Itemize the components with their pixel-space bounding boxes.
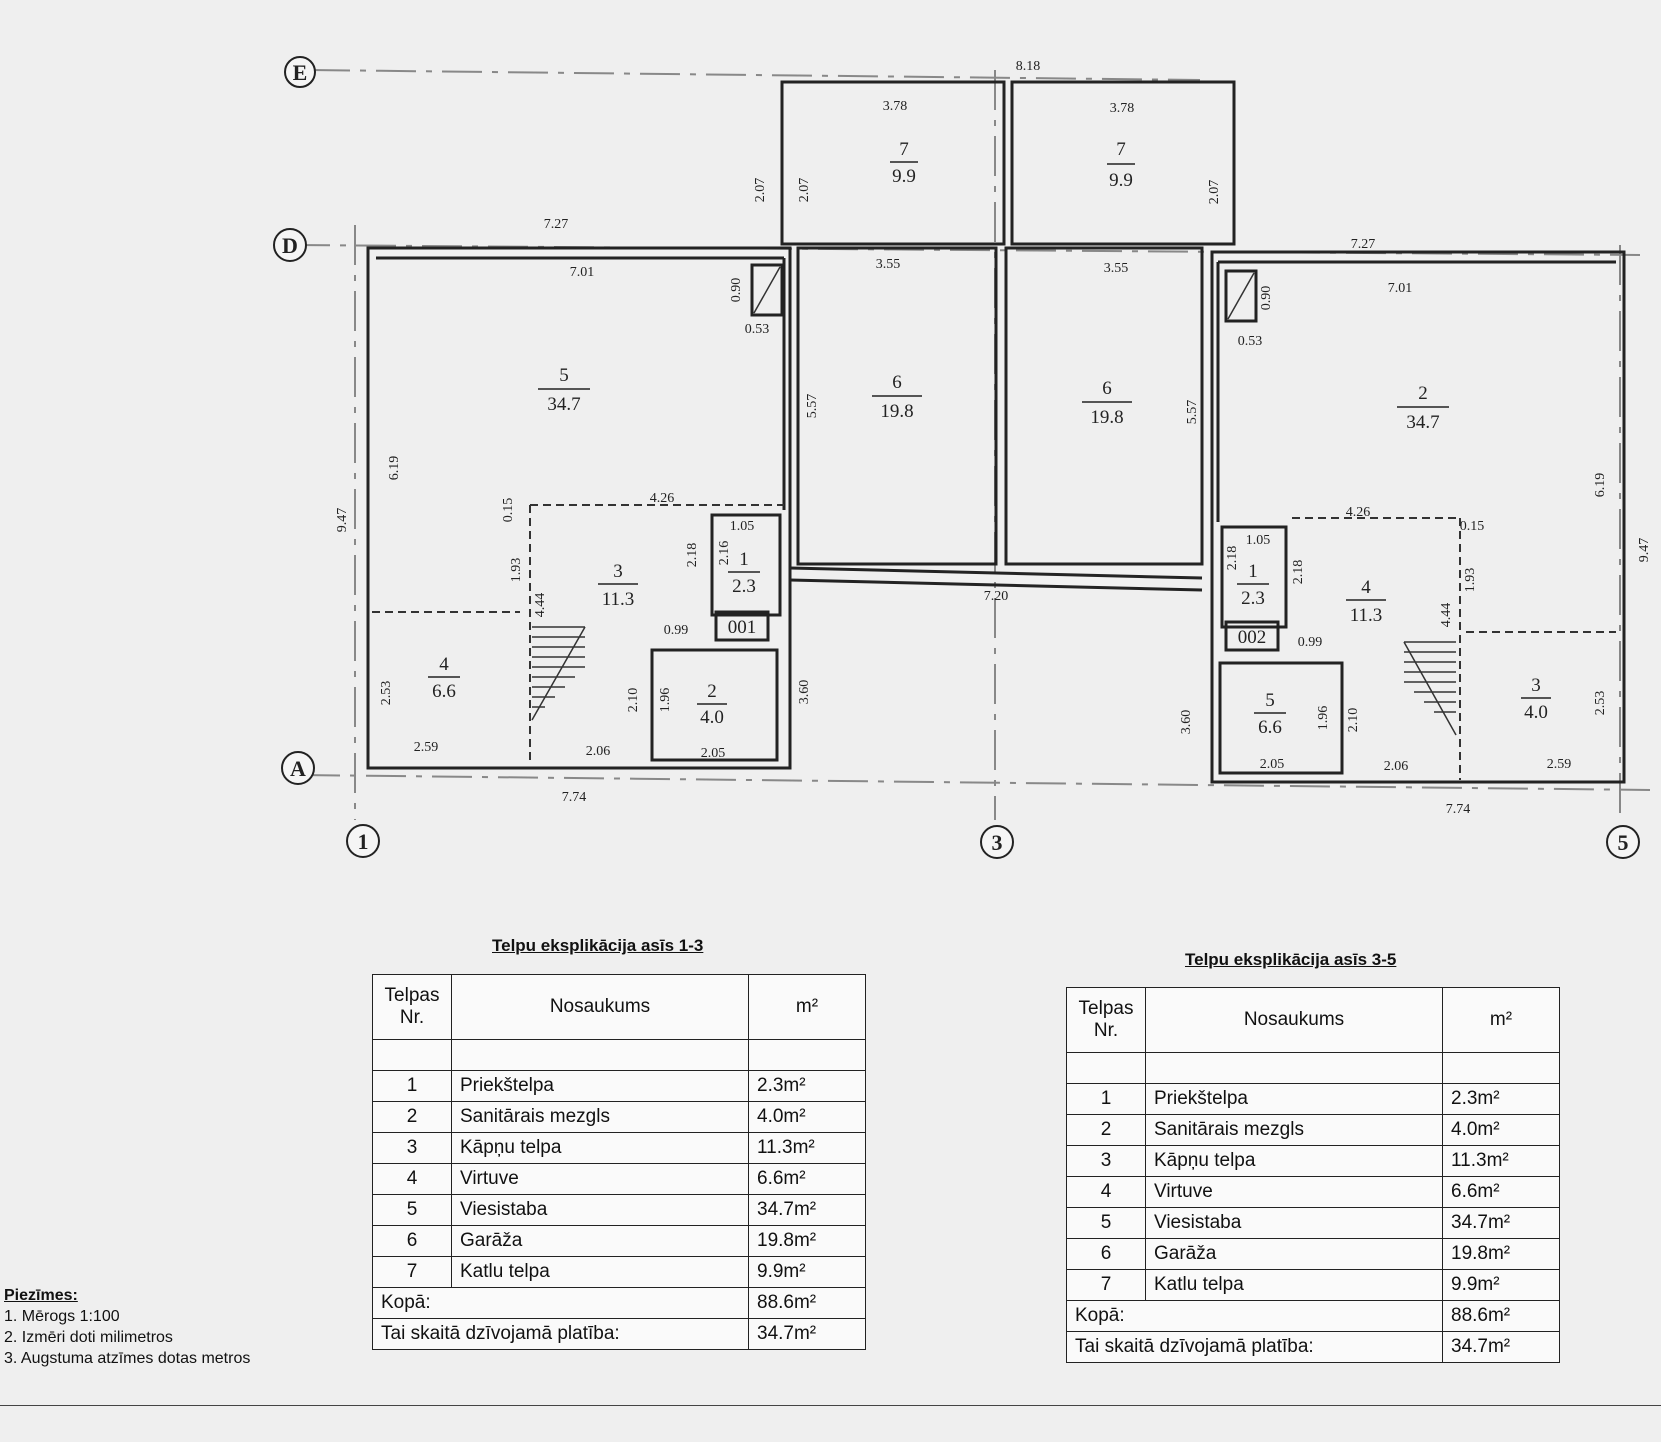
room-area: 9.9: [1109, 170, 1133, 191]
note-item: 1. Mērogs 1:100: [4, 1308, 120, 1325]
cell-nr: 5: [373, 1195, 452, 1226]
cell-nr: 1: [1067, 1084, 1146, 1115]
dim-outer-bottom-right: 7.74: [1445, 802, 1471, 817]
axis-label-e: E: [292, 60, 308, 85]
dim-outer-side-right: 9.47: [1637, 537, 1652, 563]
room-id: 1: [739, 549, 749, 570]
cell-name: Virtuve: [1146, 1177, 1443, 1208]
cell-area: 6.6m²: [749, 1164, 866, 1195]
table-row: [373, 1164, 866, 1195]
dim-kitchen-h-right: 2.53: [1593, 690, 1608, 716]
dim-hall-h2-left: 2.16: [717, 540, 732, 566]
dim-wc-w-left: 2.05: [700, 746, 726, 761]
cell-nr: 7: [1067, 1270, 1146, 1301]
room-area: 11.3: [1349, 605, 1383, 626]
living-value: 34.7m²: [749, 1319, 866, 1350]
header-nr: Telpas Nr.: [1067, 988, 1146, 1053]
note-item: 2. Izmēri doti milimetros: [4, 1329, 173, 1346]
total-label: Kopā:: [1067, 1301, 1443, 1332]
room-labels-left: [428, 139, 922, 728]
cell-area: 34.7m²: [749, 1195, 866, 1226]
total-row: [1067, 1301, 1560, 1332]
axis-label-5: 5: [1617, 830, 1629, 855]
living-value: 34.7m²: [1443, 1332, 1560, 1363]
unit-tag-left: 001: [727, 617, 757, 638]
axis-label-3: 3: [991, 830, 1003, 855]
dim-between: 7.20: [983, 589, 1009, 604]
room-id: 7: [1116, 139, 1126, 160]
duct-marks: [754, 267, 1254, 319]
axis-bubbles: [274, 57, 1639, 858]
blank-row: [1067, 1053, 1560, 1084]
dim-outer-top-left: 7.27: [543, 217, 569, 232]
room-area: 19.8: [1090, 407, 1124, 428]
table-row: [373, 1195, 866, 1226]
header-area: m²: [749, 975, 866, 1040]
note-item: 3. Augstuma atzīmes dotas metros: [4, 1350, 251, 1367]
dim-outer-top-right: 7.27: [1350, 237, 1376, 252]
living-label: Tai skaitā dzīvojamā platība:: [373, 1319, 749, 1350]
room-id: 3: [1531, 675, 1541, 696]
cell-nr: 4: [373, 1164, 452, 1195]
total-value: 88.6m²: [1443, 1301, 1560, 1332]
cell-nr: 6: [1067, 1239, 1146, 1270]
cell-name: Virtuve: [452, 1164, 749, 1195]
room-id: 2: [707, 681, 717, 702]
total-label: Kopā:: [373, 1288, 749, 1319]
cell-nr: 7: [373, 1257, 452, 1288]
dim-stair-w-left: 4.26: [649, 491, 675, 506]
cell-area: 19.8m²: [1443, 1239, 1560, 1270]
cell-area: 9.9m²: [749, 1257, 866, 1288]
table-1-title: Telpu eksplikācija asīs 1-3: [492, 936, 704, 955]
cell-area: 19.8m²: [749, 1226, 866, 1257]
header-nr: Telpas Nr.: [373, 975, 452, 1040]
living-label: Tai skaitā dzīvojamā platība:: [1067, 1332, 1443, 1363]
dim-kitchen-w-right: 2.59: [1546, 757, 1572, 772]
cell-area: 9.9m²: [1443, 1270, 1560, 1301]
dim-garage-d-right: 3.60: [1179, 709, 1194, 735]
room-area: 34.7: [547, 394, 581, 415]
room-area: 4.0: [1524, 702, 1548, 723]
cell-name: Garāža: [1146, 1239, 1443, 1270]
dim-living-h-left: 6.19: [387, 455, 402, 481]
dim-duct-w-right: 0.53: [1237, 334, 1263, 349]
dim-stair-run-right: 4.44: [1439, 602, 1454, 628]
dim-wc-w-right: 2.05: [1259, 757, 1285, 772]
table-row: [373, 1257, 866, 1288]
table-row: [1067, 1208, 1560, 1239]
dim-boiler-w-right: 3.78: [1109, 101, 1135, 116]
dim-wc-h1-left: 2.10: [626, 687, 641, 713]
axis-label-a: A: [290, 756, 306, 781]
room-area: 2.3: [732, 576, 756, 597]
dim-stair-w-right: 4.26: [1345, 505, 1371, 520]
cell-nr: 2: [373, 1102, 452, 1133]
table-row: [373, 1133, 866, 1164]
table-2-title: Telpu eksplikācija asīs 3-5: [1185, 950, 1397, 969]
axis-label-d: D: [282, 233, 298, 258]
cell-nr: 2: [1067, 1115, 1146, 1146]
dim-hall-h2-right: 2.18: [1225, 545, 1240, 571]
cell-name: Viesistaba: [452, 1195, 749, 1226]
room-area: 6.6: [1258, 717, 1282, 738]
cell-area: 34.7m²: [1443, 1208, 1560, 1239]
dim-wall-left: 0.99: [663, 623, 689, 638]
dim-small-right: 0.15: [1459, 519, 1485, 534]
dim-boiler-h-3: 2.07: [1207, 179, 1222, 205]
dim-boiler-h-1: 2.07: [753, 177, 768, 203]
room-id: 4: [439, 654, 449, 675]
room-id: 7: [899, 139, 909, 160]
room-id: 6: [892, 372, 902, 393]
notes: [4, 1285, 250, 1369]
table-row: [373, 1102, 866, 1133]
room-id: 3: [613, 561, 623, 582]
cell-name: Sanitārais mezgls: [1146, 1115, 1443, 1146]
header-name: Nosaukums: [452, 975, 749, 1040]
dim-small-left: 0.15: [501, 497, 516, 523]
cell-name: Katlu telpa: [452, 1257, 749, 1288]
dim-hall-w-right: 1.05: [1245, 533, 1271, 548]
dim-wc-h1-right: 2.10: [1346, 707, 1361, 733]
garage-right: [1006, 248, 1202, 564]
cell-name: Kāpņu telpa: [1146, 1146, 1443, 1177]
room-area: 6.6: [432, 681, 456, 702]
room-area: 9.9: [892, 166, 916, 187]
dim-kitchen-w-left: 2.59: [413, 740, 439, 755]
explication-table-1: [372, 974, 866, 1350]
room-area: 2.3: [1241, 588, 1265, 609]
room-id: 5: [1265, 690, 1275, 711]
room-id: 5: [559, 365, 569, 386]
dim-inner-top-right: 7.01: [1387, 281, 1413, 296]
room-area: 19.8: [880, 401, 914, 422]
dim-stair-run-left: 4.44: [533, 592, 548, 618]
cell-area: 4.0m²: [749, 1102, 866, 1133]
table-row: [373, 1071, 866, 1102]
cell-area: 4.0m²: [1443, 1115, 1560, 1146]
cell-name: Katlu telpa: [1146, 1270, 1443, 1301]
cell-nr: 4: [1067, 1177, 1146, 1208]
room-id: 2: [1418, 383, 1428, 404]
table-row: [1067, 1270, 1560, 1301]
room-area: 4.0: [700, 707, 724, 728]
dim-kitchen-h-left: 2.53: [379, 680, 394, 706]
cell-name: Priekštelpa: [452, 1071, 749, 1102]
dim-wall-right: 0.99: [1297, 635, 1323, 650]
axis-label-1: 1: [357, 829, 369, 854]
dim-top-total: 8.18: [1015, 59, 1041, 74]
blank-row: [373, 1040, 866, 1071]
cell-area: 11.3m²: [1443, 1146, 1560, 1177]
dim-hall-h-left: 2.18: [685, 542, 700, 568]
room-id: 6: [1102, 378, 1112, 399]
explication-table-2: [1066, 987, 1560, 1363]
cell-nr: 1: [373, 1071, 452, 1102]
dim-stair-bw-right: 2.06: [1383, 759, 1409, 774]
room-area: 34.7: [1406, 412, 1440, 433]
dim-duct-h-left: 0.90: [729, 277, 744, 303]
cell-name: Garāža: [452, 1226, 749, 1257]
dim-wc-h2-right: 1.96: [1316, 705, 1331, 731]
notes-title: Piezīmes:: [4, 1287, 78, 1304]
cell-area: 2.3m²: [749, 1071, 866, 1102]
dim-stair-h-right: 1.93: [1463, 567, 1478, 593]
dim-garage-d-left: 3.60: [797, 679, 812, 705]
dim-stair-h-left: 1.93: [509, 557, 524, 583]
dim-garage-h-right: 5.57: [1185, 399, 1200, 425]
cell-name: Viesistaba: [1146, 1208, 1443, 1239]
axis-lines: [290, 70, 1650, 820]
dim-hall-h-right: 2.18: [1291, 559, 1306, 585]
living-row: [373, 1319, 866, 1350]
table-row: [1067, 1239, 1560, 1270]
dim-boiler-w-left: 3.78: [882, 99, 908, 114]
dimensions: [335, 59, 1652, 817]
dim-garage-w-left: 3.55: [875, 257, 901, 272]
dim-wc-h2-left: 1.96: [658, 687, 673, 713]
cell-nr: 5: [1067, 1208, 1146, 1239]
bottom-rule: [0, 1405, 1661, 1406]
dim-garage-w-right: 3.55: [1103, 261, 1129, 276]
table-row: [373, 1226, 866, 1257]
cell-area: 6.6m²: [1443, 1177, 1560, 1208]
total-row: [373, 1288, 866, 1319]
table-row: [1067, 1177, 1560, 1208]
dim-duct-h-right: 0.90: [1259, 285, 1274, 311]
header-area: m²: [1443, 988, 1560, 1053]
room-area: 11.3: [601, 589, 635, 610]
cell-nr: 3: [373, 1133, 452, 1164]
dim-outer-side-left: 9.47: [335, 507, 350, 533]
dim-boiler-h-2: 2.07: [797, 177, 812, 203]
dim-inner-top-left: 7.01: [569, 265, 595, 280]
total-value: 88.6m²: [749, 1288, 866, 1319]
cell-area: 2.3m²: [1443, 1084, 1560, 1115]
dim-hall-w-left: 1.05: [729, 519, 755, 534]
room-id: 4: [1361, 577, 1371, 598]
dim-stair-bw-left: 2.06: [585, 744, 611, 759]
cell-name: Sanitārais mezgls: [452, 1102, 749, 1133]
dim-outer-bottom-left: 7.74: [561, 790, 587, 805]
cell-area: 11.3m²: [749, 1133, 866, 1164]
table-row: [1067, 1115, 1560, 1146]
dim-living-h-right: 6.19: [1593, 472, 1608, 498]
cell-nr: 3: [1067, 1146, 1146, 1177]
cell-name: Kāpņu telpa: [452, 1133, 749, 1164]
table-row: [1067, 1084, 1560, 1115]
living-row: [1067, 1332, 1560, 1363]
header-name: Nosaukums: [1146, 988, 1443, 1053]
dim-duct-w-left: 0.53: [744, 322, 770, 337]
room-id: 1: [1248, 561, 1258, 582]
dim-garage-h-left: 5.57: [805, 393, 820, 419]
cell-nr: 6: [373, 1226, 452, 1257]
table-row: [1067, 1146, 1560, 1177]
cell-name: Priekštelpa: [1146, 1084, 1443, 1115]
unit-tag-right: 002: [1237, 627, 1267, 648]
